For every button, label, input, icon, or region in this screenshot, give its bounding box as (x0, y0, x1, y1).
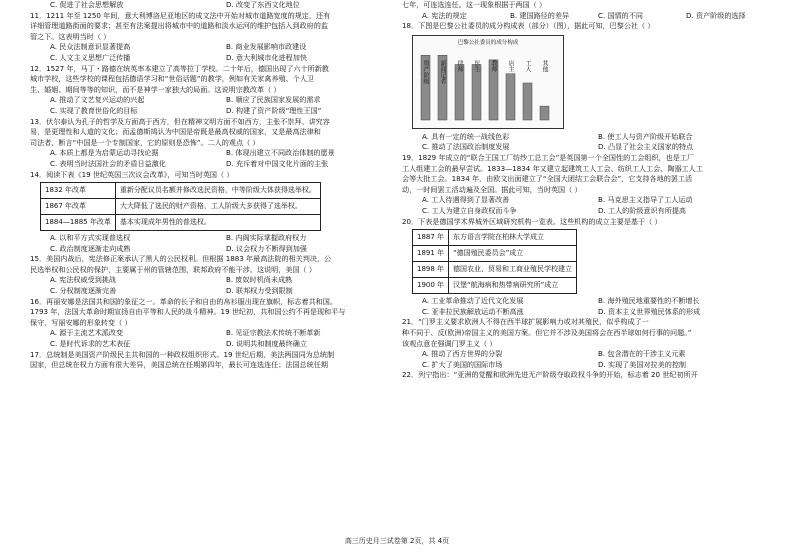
answer-option: C. 国情的不同 (598, 10, 643, 20)
answer-option: C. 政治制度逐渐走向成熟 (50, 243, 131, 253)
answer-options (402, 360, 774, 371)
text-line: 13．伏尔泰认为孔子的哲学及方面高于西方，但在精神文明方面不如西方，主张不崇拜、讲究容 (30, 116, 330, 126)
chart-bar (523, 83, 532, 120)
chart-category-label: 教师 (490, 59, 497, 72)
page-footer: 高三历史月三试卷第 2页，共 4页 (344, 537, 450, 545)
chart-bar (455, 64, 464, 120)
table-row (413, 246, 577, 262)
chart-category-label: 其他 (541, 59, 548, 72)
answer-options (30, 328, 402, 339)
chart-category-label: 医生 (473, 59, 480, 72)
text-line: 17．总统制是美国资产阶级民主共和国的一种政权组织形式。19 世纪后期，美法两国同为总统制 (30, 349, 335, 359)
chart-category-label: 律师 (456, 59, 463, 72)
answer-options (30, 0, 402, 11)
chart-title: 巴黎公社委员的成分构成 (457, 39, 519, 46)
answer-option: C. 表明当时法国社会的矛盾日益激化 (50, 158, 166, 168)
answer-option: C. 分权制度逐渐完善 (50, 286, 117, 296)
answer-option: A. 源于主流艺术派改变 (50, 328, 124, 338)
table-cell: 大大降低了选民的财产资格，工人阶级大多获得了选举权。 (115, 199, 320, 215)
answer-option: A. 以和平方式实现普选权 (50, 233, 131, 243)
answer-options (30, 275, 402, 286)
text-line: 生、婚姻、期间等等的知识，而不是神学一家独大的局面。这说明宗教改革（ ） (30, 84, 281, 94)
answer-options (30, 148, 402, 159)
answer-option: C. 人文主义思想广泛传播 (50, 52, 131, 62)
answer-options (402, 349, 774, 360)
answer-option: D. 说明共和制度最终确立 (226, 339, 307, 349)
table-cell: 汉堡“航海病和热带病研究所”成立 (449, 278, 577, 294)
text-line: 工人组建工会的最早尝试。1833—1834 年又建立起建筑工人工会、纺织工人工会、陶器工人工 (402, 163, 703, 173)
text-line: 16．再丽安娜是法国共和国的象征之一。革命的长子和自由的帛衫服出现在旗帜，标志着共和国。 (30, 296, 337, 306)
data-table (412, 229, 577, 294)
answer-option: D. 工人的阶级意识有所提高 (598, 205, 687, 215)
bar-chart (412, 35, 564, 129)
answer-option: D. 资产阶级的选择 (686, 10, 746, 20)
table-cell: 1887 年 (413, 230, 449, 246)
answer-option: D. 议会权力不断得到加强 (226, 243, 307, 253)
table-cell: 基本实现成年男性的普选权。 (115, 215, 320, 231)
answer-option: B. 内阁实际掌握政府权力 (226, 233, 307, 243)
answer-option: B. 海外殖民地重要性的不断增长 (598, 296, 700, 306)
answer-option: D. 实现了美国对拉美的控制 (598, 359, 687, 369)
answer-options (402, 296, 774, 307)
text-line: 15．美国内战后，宪法修正案承认了黑人的公民权利。但根据 1883 年最高法院的相关判决，公 (30, 254, 332, 264)
answer-option: A. 本质上都是为启蒙运动寻找论据 (50, 148, 159, 158)
text-line: 动，一时间罢工活动遍及全国。据此可知，当时英国（ ） (402, 184, 582, 194)
text-line: 会等大批工会。1834 年，由欧文出面建立了“全国大团结工会联合会”，它支持各地的罢工活 (402, 174, 693, 184)
answer-options (30, 106, 402, 117)
table-row (413, 230, 577, 246)
data-table (40, 182, 321, 231)
chart-category-label: 新闻记者 (439, 59, 446, 84)
left-column (30, 0, 402, 371)
answer-option: B. 体现出建立不同政治体制的愿景 (226, 148, 335, 158)
answer-option: B. 使工人与资产阶级开始联合 (598, 131, 693, 141)
answer-option: B. 废奴时机尚未成熟 (226, 275, 293, 285)
answer-option: A. 具有一定的统一战线色彩 (422, 131, 510, 141)
answer-option: A. 推动了西方世界的分裂 (422, 349, 503, 359)
chart-category-label: 资产阶级 (422, 59, 429, 84)
table-cell: 德国农业、贸易和工商业殖民学校建立 (449, 262, 577, 278)
answer-option: A. 宪法权威受到挑战 (50, 275, 116, 285)
text-line: 种不同于、反(欧洲)帝国主义的美国方案。但它并不涉及美国将会在西半球如何行事的问题。” (402, 327, 692, 337)
table-cell: 东方语言学院在柏林大学成立 (449, 230, 577, 246)
answer-options (30, 95, 402, 106)
answer-option: D. 构建了资产阶级“理性王国” (226, 105, 322, 115)
answer-option: C. 亚非拉民族解放运动不断高涨 (422, 306, 524, 316)
answer-options (30, 42, 402, 53)
table-row (413, 262, 577, 278)
chart-bar (472, 64, 481, 120)
table-cell: 1891 年 (413, 246, 449, 262)
table-row (41, 183, 321, 199)
text-line: 七年，可连选连任。这一现象根据于两国（ ） (402, 0, 547, 9)
answer-option: B. 包含潜在的干涉主义元素 (598, 349, 686, 359)
text-line: 19．1829 年成立的“联合王国工厂纺纱工总工会”是英国第一个全国性的工会组织，也是工厂 (402, 152, 695, 162)
answer-option: A. 民众法制意识显著提高 (50, 42, 131, 52)
answer-option: D. 凸显了社会主义国家的特点 (598, 142, 694, 152)
answer-options (30, 159, 402, 170)
table-row (413, 278, 577, 294)
table-cell: 1832 年改革 (41, 183, 116, 199)
answer-option: D. 充斥着对中国文化片面的主张 (226, 158, 329, 168)
answer-options (30, 244, 402, 255)
answer-option: B. 建国路径的差异 (510, 10, 570, 20)
answer-options (402, 206, 774, 217)
text-line: 12．1527 年，马丁・路德在统英率本建立了高等拉丁学校。二十年后，德国出现了六十所新教 (30, 63, 329, 73)
text-line: 11．1211 年至 1250 年间，意大利博洛尼亚地区的成文法中开始对城市道路宽度的规定，还有 (30, 10, 331, 20)
text-line: 21．“门罗主义要求欧洲人不得在西半球扩展影响力或对其殖民，似乎构成了一 (402, 317, 649, 327)
answer-options (402, 132, 774, 143)
answer-option: B. 顺应了民族国家发展的需求 (226, 95, 321, 105)
answer-options (30, 339, 402, 350)
text-line: 城市学校，这些学校的课程包括德语学习和“世俗话题”的教学，例如有关家禽养殖、个人卫 (30, 74, 315, 84)
answer-options (30, 53, 402, 64)
answer-options (402, 195, 774, 206)
answer-options (402, 11, 774, 22)
chart-bar (540, 106, 549, 120)
table-cell: 1900 年 (413, 278, 449, 294)
text-line: 易，是更理性和人道的文化；而孟德斯鸠认为中国是帝既是最高权威的国家，又是最高法律和 (30, 127, 321, 137)
text-line: 20．下表是德国学术界城外区域研究机构一览表。这些机构的成立主要是基于（ ） (402, 216, 662, 226)
text-line: 保守，写丽安娜的形象转变（ ） (30, 317, 132, 327)
table-cell: 1867 年改革 (41, 199, 116, 215)
answer-option: B. 见证宗教法术传统不断革新 (226, 328, 321, 338)
answer-option: B. 马克思主义指导了工人运动 (598, 195, 693, 205)
table-cell: 1884—1885 年改革 (41, 215, 116, 231)
text-line: 国家，但总统在权力方面有很大差异，美国总统在任期第四年，最长可连选连任；法国总统任期 (30, 360, 328, 370)
table-cell: “德国殖民委员会”成立 (449, 246, 577, 262)
answer-option: D. 意大利城市化进程加快 (226, 52, 307, 62)
answer-option: A. 推动了文艺复兴运动的兴起 (50, 95, 145, 105)
text-line: 22．列宁指出：“亚洲的觉醒和欧洲先进无产阶级夺取政权斗争的开始，标志着 20 世纪初所开 (402, 370, 698, 380)
chart-bar (506, 74, 515, 120)
text-line: 管之下。这表明当时（ ） (30, 31, 111, 41)
text-line: 该观点意在强调门罗主义（ ） (402, 338, 497, 348)
right-column (402, 0, 774, 381)
text-line: 1793 年，法国大革命时期宣扬自由平等和人民的战斗精神。19 世纪初，共和国公约不再是现和平与 (30, 307, 346, 317)
answer-option: D. 联邦权力受到限制 (226, 286, 293, 296)
table-row (41, 199, 321, 215)
answer-option: C. 促进了社会思想解放 (50, 0, 124, 9)
answer-options (30, 286, 402, 297)
chart-plot (413, 36, 563, 128)
text-line: 司法者，断言“中国是一个专制国家，它的原则是恐怖”。二人的观点（ ） (30, 137, 260, 147)
table-cell: 1898 年 (413, 262, 449, 278)
answer-option: D. 改变了东西文化地位 (226, 0, 300, 9)
text-line: 18．下图是巴黎公社委员的成分构成表（部分）（图），据此可知，巴黎公社（ ） (402, 21, 655, 31)
answer-option: C. 扩大了美国的国际市场 (422, 359, 503, 369)
chart-category-label: 工人 (524, 59, 531, 72)
answer-option: C. 推动了法国政治制度发展 (422, 142, 510, 152)
answer-option: C. 工人为建立自身政权而斗争 (422, 205, 517, 215)
table-row (41, 215, 321, 231)
answer-option: A. 宪法的规定 (422, 10, 467, 20)
answer-option: D. 资本主义世界殖民体系的形成 (598, 306, 701, 316)
answer-option: A. 工业革命推动了近代文化发展 (422, 296, 524, 306)
chart-category-label: 店主 (507, 59, 514, 72)
text-line: 民选举权和公民权的保护，主要属于州的管辖范围，联邦政府不能干涉。这说明，美国（ ） (30, 264, 317, 274)
answer-option: B. 商业发展影响市政建设 (226, 42, 307, 52)
answer-option: C. 实现了教育世俗化的目标 (50, 105, 138, 115)
text-line: 详细管理道路街面的要求；甚至有法案提出将城市中的道路和淡水运河的维护包括入到政府的监 (30, 21, 328, 31)
table-cell: 重新分配议员名额并修改选民资格，中等阶级大体获得选举权。 (115, 183, 320, 199)
answer-option: A. 工人待遇得到了显著改善 (422, 195, 510, 205)
answer-options (30, 233, 402, 244)
answer-option: C. 是时代诉求的艺术表征 (50, 339, 131, 349)
answer-options (402, 142, 774, 153)
text-line: 14．阅读下表《19 世纪英国三次议会改革》，可知当时英国（ ） (30, 169, 234, 179)
answer-options (402, 307, 774, 318)
